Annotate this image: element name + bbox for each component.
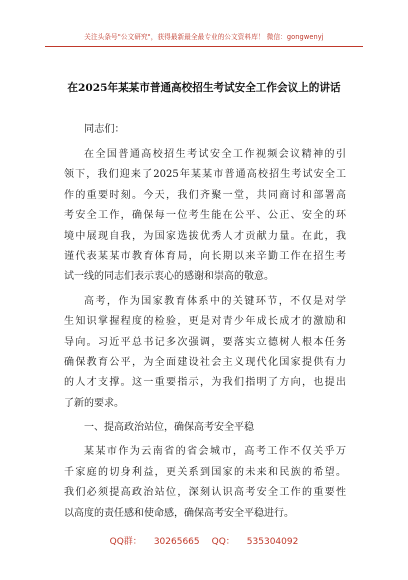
qq-number: 535304092: [246, 537, 299, 547]
paragraph-line: 谨代表某某市教育体育局，向长期以来辛勤工作在招生考: [64, 250, 346, 262]
paragraph-line: 考安全工作，确保每一位考生能在公平、公正、安全的环: [64, 210, 346, 222]
qq-group-number: 30265665: [153, 537, 200, 547]
header-banner: 关注头条号"公文研究"，获得最新最全最专业的公文资料库！ 微信：gongwenyj: [84, 33, 324, 41]
paragraph-line: 一、提高政治站位，确保高考安全平稳: [84, 422, 254, 434]
paragraph-line: 试一线的同志们表示衷心的感谢和崇高的敬意。: [64, 271, 274, 283]
qq-label: QQ：: [211, 537, 235, 547]
paragraph: [64, 418, 346, 438]
paragraph: [64, 292, 346, 414]
salutation: 同志们：: [84, 124, 125, 135]
paragraph-line: 以高度的责任感和使命感，确保高考安全平稳进行。: [64, 507, 294, 519]
paragraph-line: 高考，作为国家教育体系中的关键环节，不仅是对学: [84, 295, 346, 307]
paragraph-line: 导向。习近平总书记多次强调，要落实立德树人根本任务: [64, 336, 346, 348]
paragraph-line: 境中展现自我，为国家选拔优秀人才贡献力量。在此，我: [64, 230, 346, 242]
paragraph-line: 的人才支撑。这一重要指示，为我们指明了方向，也提出: [64, 377, 346, 389]
paragraph-line: 生知识掌握程度的检验，更是对青少年成长成才的激励和: [64, 316, 346, 328]
paragraph-line: 作的重要时刻。今天，我们齐聚一堂，共同商讨和部署高: [64, 189, 346, 201]
paragraph: [64, 442, 346, 524]
paragraph-line: 某某市作为云南省的省会城市，高考工作不仅关乎万: [84, 446, 346, 458]
paragraph-line: 千家庭的切身利益，更关系到国家的未来和民族的希望。: [64, 466, 346, 478]
paragraph-line: 领下，我们迎来了2025年某某市普通高校招生考试安全工: [64, 169, 346, 181]
paragraph-line: 确保教育公平，为全面建设社会主义现代化国家提供有力: [64, 356, 346, 368]
paragraph-line: 了新的要求。: [64, 397, 124, 409]
document-title: 在2025年某某市普通高校招生考试安全工作会议上的讲话: [67, 82, 341, 94]
qq-group-label: QQ群：: [109, 537, 142, 547]
paragraph: [64, 145, 346, 288]
paragraph-list: [64, 145, 346, 524]
footer-contact: [0, 534, 408, 547]
header-divider: [45, 46, 363, 47]
paragraph-line: 我们必须提高政治站位，深刻认识高考安全工作的重要性: [64, 487, 346, 499]
paragraph-line: 在全国普通高校招生考试安全工作视频会议精神的引: [84, 149, 346, 160]
document-body: [64, 120, 346, 528]
